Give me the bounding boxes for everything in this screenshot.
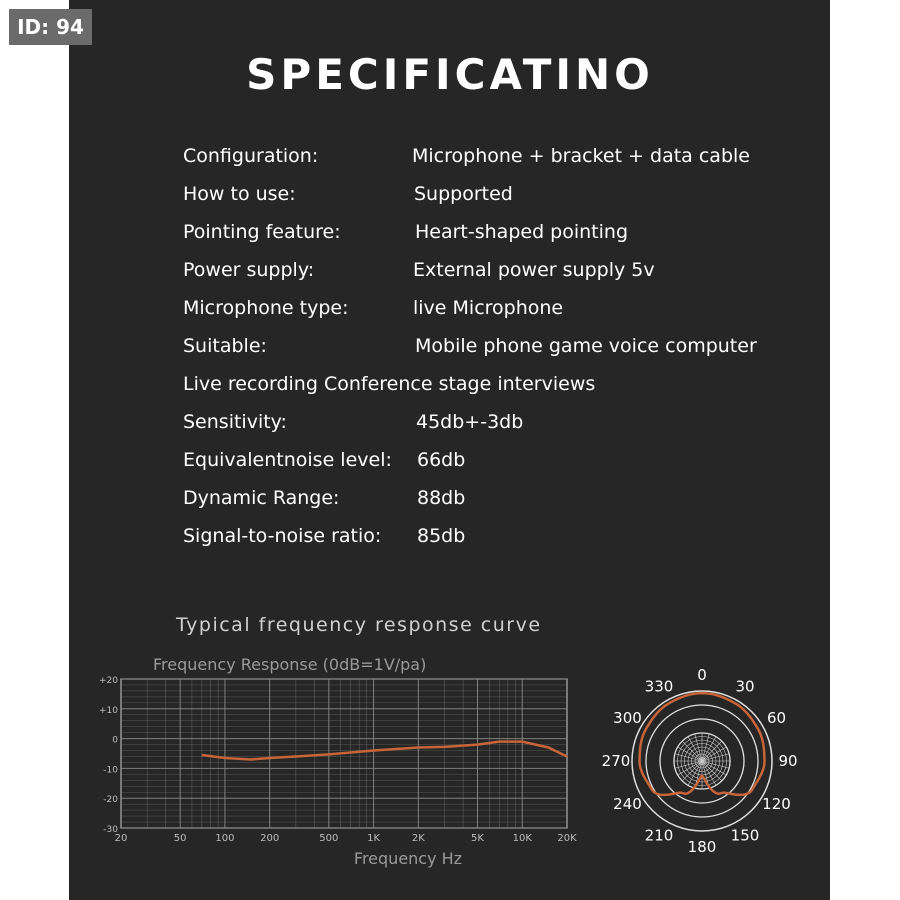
frequency-x-tick-label: 10K (512, 833, 532, 844)
polar-angle-label: 120 (762, 795, 791, 813)
polar-angle-label: 0 (697, 666, 707, 684)
frequency-x-tick-label: 5K (471, 833, 484, 844)
polar-angle-label: 240 (613, 795, 642, 813)
spec-value-microphone-type: live Microphone (413, 297, 564, 319)
frequency-x-tick-label: 50 (173, 833, 187, 844)
polar-spoke (675, 754, 702, 761)
spec-value-sensitivity: 45db+-3db (416, 411, 524, 433)
spec-value-configuration: Microphone + bracket + data cable (412, 145, 750, 167)
polar-spoke (675, 761, 702, 768)
spec-label-suitable: Suitable: (183, 335, 267, 357)
polar-pattern-chart (602, 666, 798, 856)
spec-value-how-to-use: Supported (414, 183, 513, 205)
spec-label-snr: Signal-to-noise ratio: (183, 525, 382, 547)
spec-value-noise-level: 66db (417, 449, 466, 471)
spec-label-power-supply: Power supply: (183, 259, 315, 281)
spec-label-pointing-feature: Pointing feature: (183, 221, 341, 243)
spec-value-suitable: Mobile phone game voice computer (415, 335, 757, 357)
frequency-response-chart (99, 655, 577, 868)
polar-angle-label: 300 (613, 709, 642, 727)
spec-value-snr: 85db (417, 525, 466, 547)
polar-angle-label: 90 (778, 752, 798, 770)
polar-angle-label: 30 (735, 677, 755, 696)
polar-angle-label: 330 (644, 677, 674, 696)
spec-label-how-to-use: How to use: (183, 183, 296, 205)
spec-value-dynamic-range: 88db (417, 487, 466, 509)
frequency-chart-title: Frequency Response (0dB=1V/pa) (153, 655, 427, 674)
polar-spoke (702, 761, 729, 768)
spec-label-dynamic-range: Dynamic Range: (183, 487, 340, 509)
polar-angle-label: 270 (601, 752, 631, 770)
frequency-y-tick-label: 0 (112, 735, 118, 746)
frequency-y-tick-label: -20 (103, 795, 118, 806)
polar-spoke (702, 754, 729, 761)
frequency-x-tick-label: 2K (411, 833, 425, 844)
spec-label-microphone-type: Microphone type: (183, 297, 349, 319)
polar-spoke (702, 734, 709, 761)
polar-angle-label: 60 (766, 709, 787, 727)
polar-angle-label: 210 (644, 826, 674, 845)
spec-label-noise-level: Equivalentnoise level: (183, 449, 392, 471)
spec-value-pointing-feature: Heart-shaped pointing (415, 221, 629, 243)
frequency-x-tick-label: 100 (215, 833, 235, 844)
frequency-x-tick-label: 500 (319, 833, 339, 844)
spec-value-power-supply: External power supply 5v (413, 259, 655, 281)
frequency-y-tick-label: +10 (99, 705, 118, 716)
frequency-y-tick-label: +20 (99, 676, 118, 686)
frequency-x-tick-label: 20K (557, 833, 577, 844)
polar-angle-label: 180 (687, 838, 717, 856)
frequency-x-tick-label: 20 (114, 833, 128, 844)
spec-label-sensitivity: Sensitivity: (183, 411, 287, 433)
frequency-x-tick-label: 1K (367, 833, 381, 844)
spec-line-live-recording: Live recording Conference stage interviews (183, 373, 596, 395)
id-badge: ID: 94 (9, 9, 92, 45)
frequency-chart-xlabel: Frequency Hz (353, 849, 463, 868)
polar-angle-label: 150 (730, 826, 760, 845)
frequency-y-tick-label: -30 (103, 825, 118, 835)
curve-heading: Typical frequency response curve (176, 614, 542, 636)
page-title: SPECIFICATINO (246, 50, 654, 99)
frequency-x-tick-label: 200 (260, 833, 280, 844)
polar-spoke (695, 734, 702, 761)
frequency-y-tick-label: -10 (103, 765, 118, 776)
spec-label-configuration: Configuration: (183, 145, 319, 167)
